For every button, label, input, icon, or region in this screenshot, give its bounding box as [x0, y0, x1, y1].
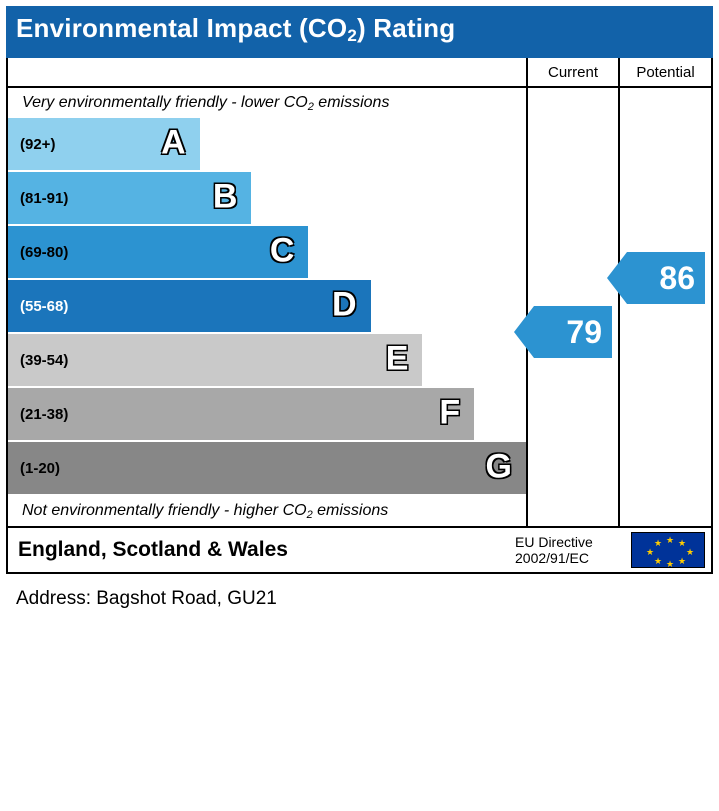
current-column — [528, 88, 620, 526]
band-range-a: (92+) — [20, 135, 56, 153]
epc-certificate — [6, 6, 713, 610]
caption-top-after: emissions — [313, 94, 390, 111]
caption-top-before: Very environmentally friendly - lower CO — [22, 94, 308, 111]
address-line: Address: Bagshot Road, GU21 — [16, 588, 277, 609]
arrow-left-icon — [607, 252, 627, 304]
band-letter-b: B — [212, 177, 238, 216]
page-title-subscript: 2 — [347, 26, 357, 45]
band-range-f: (21-38) — [20, 405, 69, 423]
band-letter-a: A — [161, 123, 186, 162]
band-row-g — [8, 442, 526, 494]
eu-directive-line2: 2002/91/EC — [515, 550, 589, 566]
band-range-c: (69-80) — [20, 243, 69, 261]
potential-rating-value: 86 — [659, 259, 695, 296]
caption-top-subscript: 2 — [307, 101, 314, 113]
band-letter-e: E — [385, 339, 409, 378]
band-range-g: (1-20) — [20, 459, 61, 477]
band-letter-f: F — [439, 393, 461, 432]
caption-top — [8, 88, 526, 118]
band-row-e — [8, 334, 422, 386]
potential-rating-marker — [627, 252, 705, 304]
current-rating-marker — [534, 306, 612, 358]
band-letter-c: C — [269, 231, 295, 270]
country-label: England, Scotland & Wales — [18, 538, 288, 561]
page-title-text-before: Environmental Impact (CO — [16, 13, 348, 43]
band-range-e: (39-54) — [20, 351, 69, 369]
header-current: Current — [528, 58, 620, 86]
arrow-left-icon — [514, 306, 534, 358]
table-body-row — [8, 88, 711, 526]
header-potential: Potential — [636, 63, 695, 81]
caption-bottom-subscript: 2 — [306, 509, 313, 521]
band-row-a — [8, 118, 200, 170]
footer-row — [8, 526, 711, 572]
bands-column — [8, 88, 528, 526]
band-range-b: (81-91) — [20, 189, 69, 207]
caption-bottom-after: emissions — [312, 502, 389, 519]
rating-table — [6, 58, 713, 574]
band-row-d — [8, 280, 371, 332]
band-row-f — [8, 388, 474, 440]
band-row-b — [8, 172, 251, 224]
band-letter-g: G — [485, 447, 512, 486]
band-range-d: (55-68) — [20, 297, 69, 315]
eu-directive-line1: EU Directive — [515, 533, 593, 550]
band-letter-d: D — [332, 285, 357, 324]
current-rating-value: 79 — [566, 313, 602, 350]
page-title-text-after: ) Rating — [356, 13, 456, 43]
table-header-row — [8, 58, 711, 88]
band-list — [8, 118, 526, 494]
band-row-c — [8, 226, 308, 278]
header-blank-cell — [8, 58, 528, 86]
eu-flag-icon: ★ ★ ★ ★ ★ ★ ★ ★ — [631, 532, 705, 568]
page-title — [6, 6, 713, 58]
potential-column — [620, 88, 711, 526]
caption-bottom — [8, 496, 526, 526]
eu-directive — [515, 528, 631, 572]
caption-bottom-before: Not environmentally friendly - higher CO — [22, 502, 307, 519]
